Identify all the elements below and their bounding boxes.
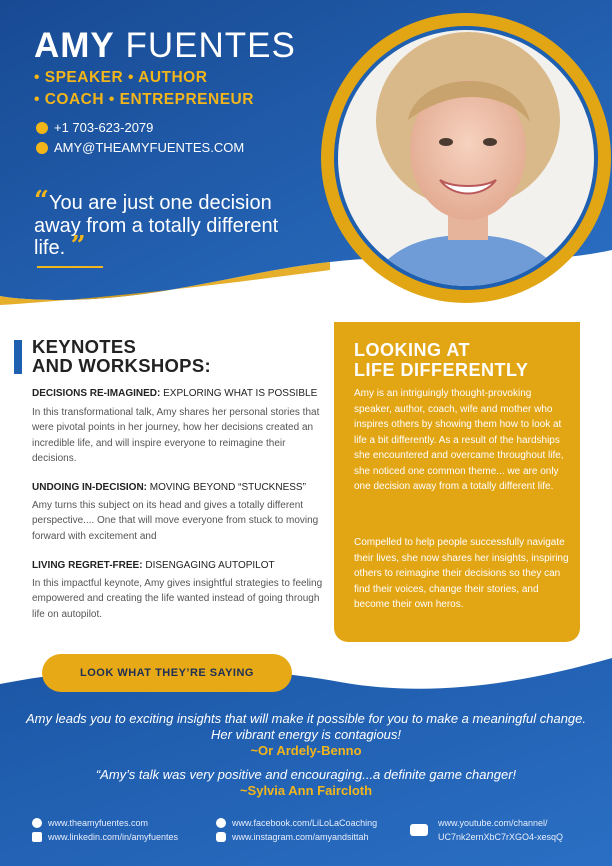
footer-website-link[interactable]	[32, 816, 148, 830]
testimonial-2-text: “Amy’s talk was very positive and encouraging...a definite game changer!	[95, 767, 517, 782]
instagram-url: www.instagram.com/amyandsittah	[232, 832, 369, 842]
footer-linkedin-link[interactable]	[32, 830, 178, 844]
roles-line-2: • COACH • ENTREPRENEUR	[34, 91, 254, 108]
open-quote-mark: “	[34, 186, 49, 216]
talk-2-description: Amy turns this subject on its head and gives a totally different perspective.... One that will move everyone from stuck to moving forward with excitement and	[32, 500, 319, 542]
keynotes-accent-bar	[14, 340, 22, 374]
phone-contact[interactable]	[36, 120, 153, 135]
footer-instagram-link[interactable]	[216, 830, 369, 844]
talk-1-heading	[32, 388, 317, 399]
talk-3-description: In this impactful keynote, Amy gives insightful strategies to feeling empowered and creating the life wanted instead of going through life on autopilot.	[32, 578, 323, 620]
about-title	[354, 341, 528, 380]
testimonial-1	[20, 711, 592, 759]
linkedin-url: www.linkedin.com/in/amyfuentes	[48, 832, 179, 842]
globe-icon	[32, 818, 42, 828]
email-icon	[36, 142, 48, 154]
testimonial-1-author: ~Or Ardely-Benno	[250, 743, 362, 758]
talk-2-subtitle: MOVING BEYOND “STUCKNESS”	[147, 482, 306, 493]
talk-2-heading	[32, 482, 306, 493]
footer-facebook-link[interactable]	[216, 816, 377, 830]
facebook-url: www.facebook.com/LiLoLaCoaching	[232, 818, 378, 828]
hero-quote	[34, 186, 304, 261]
linkedin-icon	[32, 832, 42, 842]
talk-1-subtitle: EXPLORING WHAT IS POSSIBLE	[160, 388, 318, 399]
youtube-url-line-1: www.youtube.com/channel/	[438, 818, 548, 828]
phone-number: +1 703-623-2079	[54, 120, 154, 135]
talk-1-title: DECISIONS RE-IMAGINED:	[32, 388, 161, 399]
youtube-url-line-2: UC7nk2ernXbC7rXGO4-xesqQ	[438, 832, 564, 842]
about-title-line-2: LIFE DIFFERENTLY	[354, 359, 529, 380]
talk-2-title: UNDOING IN-DECISION:	[32, 482, 147, 493]
about-title-line-1: LOOKING AT	[354, 340, 470, 360]
email-address: AMY@THEAMYFUENTES.COM	[54, 140, 245, 155]
person-name	[34, 26, 296, 66]
instagram-icon	[216, 832, 226, 842]
keynotes-title-line-1: KEYNOTES	[32, 336, 137, 357]
portrait-photo	[318, 10, 612, 306]
talk-3-subtitle: DISENGAGING AUTOPILOT	[142, 560, 275, 571]
facebook-icon	[216, 818, 226, 828]
about-paragraph-1: Amy is an intriguingly thought-provoking speaker, author, coach, wife and mother who inspires others by showing them how to look at life a bit differently. As a result of the hardships she encountered and overcame throughout life, she noticed one common theme... we are only one decision away from a totally different life.	[354, 388, 564, 492]
testimonial-2-author: ~Sylvia Ann Faircloth	[239, 783, 373, 798]
phone-icon	[36, 122, 48, 134]
keynotes-title-line-2: AND WORKSHOPS:	[32, 355, 211, 376]
last-name: FUENTES	[125, 26, 296, 65]
first-name: AMY	[34, 26, 115, 65]
youtube-icon	[410, 824, 428, 836]
about-paragraph-2: Compelled to help people successfully navigate their lives, she now shares her insights, inspiring others to reimagine their decisions so they can find their voices, change their stories, and become their own heros.	[354, 537, 569, 610]
quote-underline	[37, 266, 103, 268]
keynotes-title	[32, 337, 211, 375]
talk-3-title: LIVING REGRET-FREE:	[32, 560, 143, 571]
testimonial-1-text: Amy leads you to exciting insights that will make it possible for you to make a meaningful change. Her vibrant energy is contagious!	[25, 711, 586, 742]
quote-text: You are just one decision away from a totally different life.	[34, 192, 279, 259]
roles-line-1: • SPEAKER • AUTHOR	[34, 69, 208, 86]
testimonials-label: LOOK WHAT THEY’RE SAYING	[42, 654, 292, 692]
footer-youtube-link[interactable]	[438, 816, 563, 844]
talk-3-heading	[32, 560, 275, 571]
talk-1-description: In this transformational talk, Amy shares her personal stories that were pivotal points in her journey, how her decisions created an incredible life, and will inspire everyone to reimagine their decisions.	[32, 407, 320, 465]
close-quote-mark: ”	[70, 231, 86, 261]
email-contact[interactable]	[36, 140, 244, 155]
testimonial-2	[20, 767, 592, 799]
website-url: www.theamyfuentes.com	[48, 818, 149, 828]
